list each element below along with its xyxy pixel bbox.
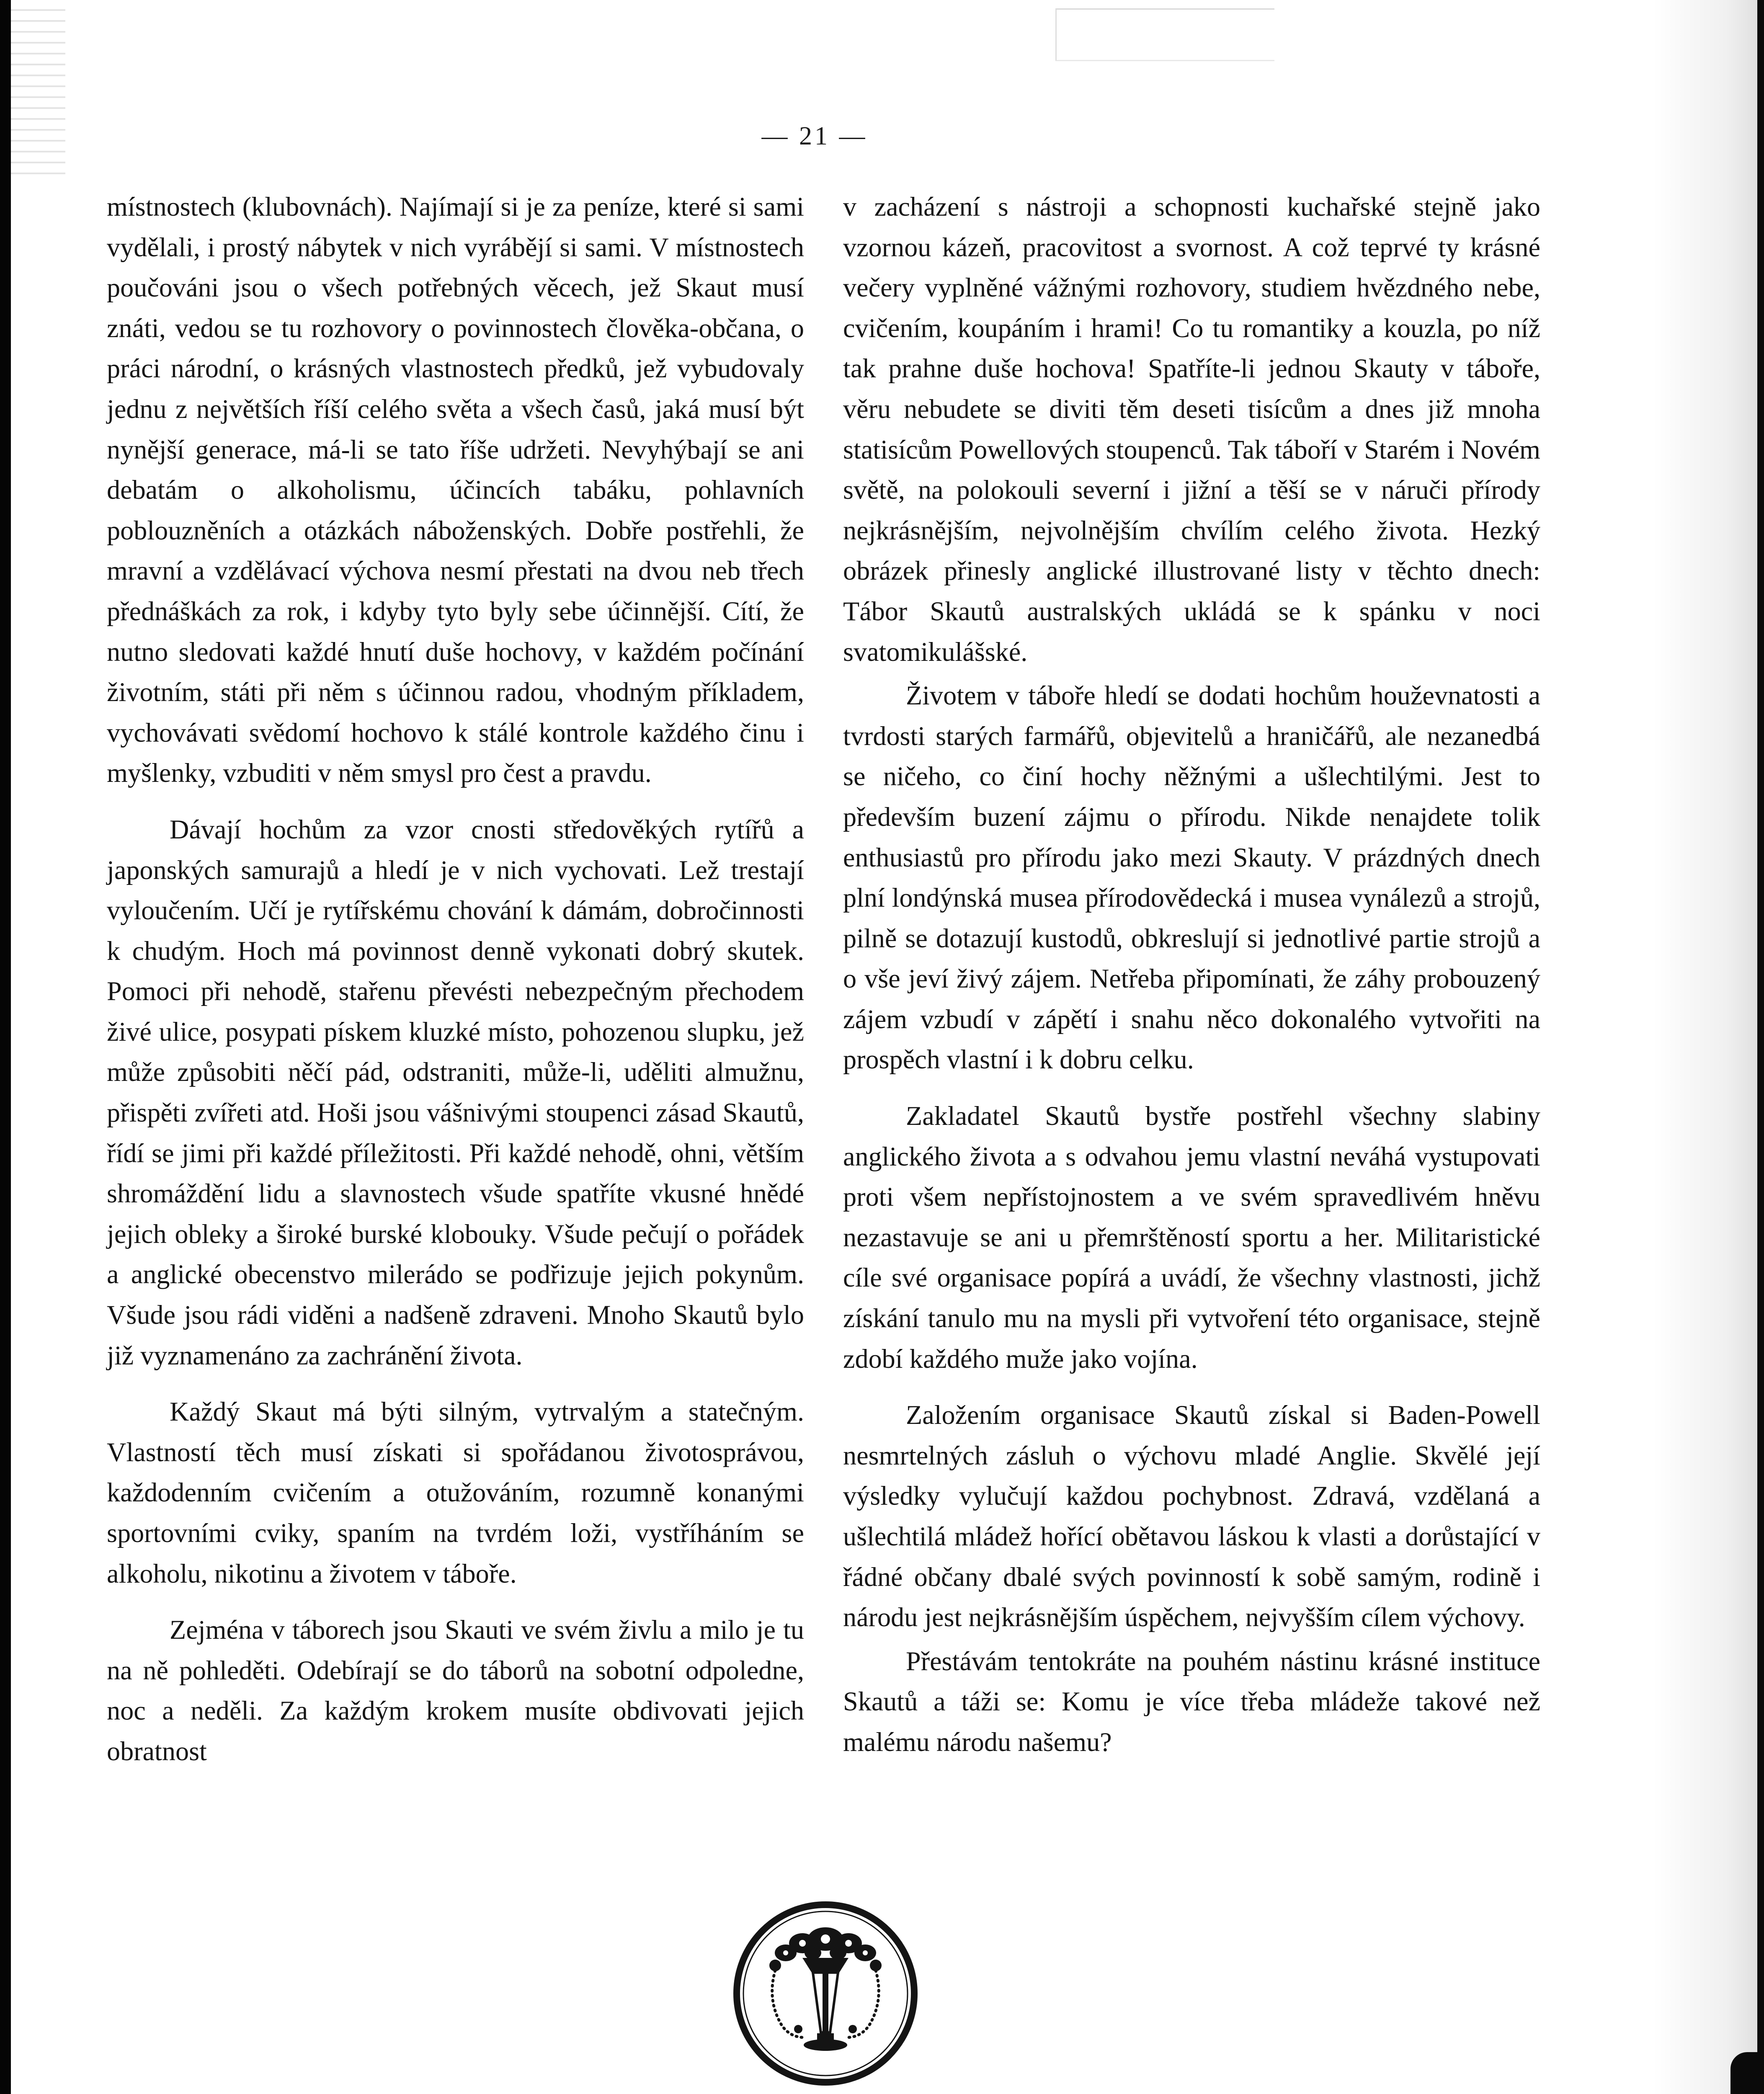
paragraph: Každý Skaut má býti silným, vytrvalým a statečným. Vlastností těch musí získati si spořádanou životosprávou, každodenním cvičením a otužováním, rozumně konanými sportovními cviky, spaním na tvrdém loži, vystříháním se alkoholu, nikotinu a životem v táboře. (107, 1397, 804, 1589)
paragraph: Zakladatel Skautů bystře postřehl všechny slabiny anglického života a s odvahou jemu vlastní neváhá vystupovati proti všem nepřístojnostem a ve svém spravedlivém hněvu nezastavuje se ani u přemrštěností sportu a her. Militaristické cíle své organisace popírá a uvádí, že všechny vlastnosti, jichž získání tanulo mu na mysli při vytvoření této organisace, stejně zdobí každého muže jako vojína. (843, 1101, 1540, 1374)
page-number: — 21 — (761, 122, 868, 150)
paragraph: Dávají hochům za vzor cnosti středověkých rytířů a japonských samurajů a hledí je v nich vychovati. Lež trestají vyloučením. Učí je rytířskému chování k dámám, dobročinnosti k chudým. Hoch má povinnost denně vykonati dobrý skutek. Pomoci při nehodě, stařenu převésti nebezpečným přechodem živé ulice, posypati pískem kluzké místo, pohozenou slupku, jež může způsobiti něčí pád, odstraniti, může-li, uděliti almužnu, přispěti zvířeti atd. Hoši jsou vášnivými stoupenci zásad Skautů, řídí se jimi při každé příležitosti. Při každé nehodě, ohni, větším shromáždění lidu a slavnostech všude spatříte vkusné hnědé jejich obleky a široké burské klobouky. Všude pečují o pořádek a anglické obecenstvo milerádo se podřizuje jejich pokynům. Všude jsou rádi viděni a nadšeně zdraveni. Mnoho Skautů bylo již vyznamenáno za zachránění života. (107, 814, 804, 1370)
scan-top-mark (1055, 8, 1274, 61)
scan-thumb-mark (1730, 2052, 1764, 2094)
scan-edge-left (0, 0, 11, 2094)
paragraph: v zacházení s nástroji a schopnosti kuchařské stejně jako vzornou kázeň, pracovitost a svornost. A což teprvé ty krásné večery vyplněné vážnými rozhovory, studiem hvězdného nebe, cvičením, koupáním i hrami! Co tu romantiky a kouzla, po níž tak prahne duše hochova! Spatříte-li jednou Skauty v táboře, věru nebudete se diviti těm deseti tisícům a dnes již mnoha statisícům Powellových stoupenců. Tak táboří v Starém i Novém světě, na polokouli severní i jižní a těší se v náruči přírody nejkrásnějším, nejvolnějším chvílím celého života. Hezký obrázek přinesly anglické illustrované listy v těchto dnech: Tábor Skautů australských ukládá se k spánku v noci svatomikulášské. (843, 192, 1540, 667)
scan-edge-right (1757, 0, 1764, 2094)
scan-shadow-right (1653, 0, 1757, 2094)
paragraph: místnostech (klubovnách). Najímají si je za peníze, které si sami vydělali, i prostý nábytek v nich vyrábějí si sami. V místnostech poučováni jsou o všech potřebných věcech, jež Skaut musí znáti, vedou se tu rozhovory o povinnostech člověka-občana, o práci národní, o krásných vlastnostech předků, jež vybudovaly jednu z největších říší celého světa a všech časů, jaká musí být nynější generace, má-li se tato říše udržeti. Nevyhýbají se ani debatám o alkoholismu, účincích tabáku, pohlavních poblouzněních a otázkách náboženských. Dobře postřehli, že mravní a vzdělávací výchova nesmí přestati na dvou neb třech přednáškách za rok, i kdyby tyto byly sebe účinnější. Cítí, že nutno sledovati každé hnutí duše hochovy, v každém počínání životním, státi při něm s účinnou radou, vhodným příkladem, vychovávati svědomí hochovo k stálé kontrole každého činu i myšlenky, vzbuditi v něm smysl pro čest a pravdu. (107, 192, 804, 788)
paragraph: Přestávám tentokráte na pouhém nástinu krásné instituce Skautů a táži se: Komu je více třeba mládeže takové než malému národu našemu? (843, 1646, 1540, 1757)
paragraph: Zejména v táborech jsou Skauti ve svém živlu a milo je tu na ně pohleděti. Odebírají se do táborů na sobotní odpoledne, noc a neděli. Za každým krokem musíte obdivovati jejich obratnost (107, 1615, 804, 1766)
paragraph: Životem v táboře hledí se dodati hochům houževnatosti a tvrdosti starých farmářů, objevitelů a hraničářů, ale nezanedbá se ničeho, co činí hochy něžnými a ušlechtilými. Jest to především buzení zájmu o přírodu. Nikde nenajdete tolik enthusiastů pro přírodu jako mezi Skauty. V prázdných dnech plní londýnská musea přírodovědecká i musea vynálezů a strojů, pilně se dotazují kustodů, obkreslují si jednotlivé partie strojů a o vše jeví živý zájem. Netřeba připomínati, že záhy probouzený zájem vzbudí v zápětí i snahu něco dokonalého vytvořiti na prospěch vlastní i k dobru celku. (843, 681, 1540, 1075)
text-column-left (107, 187, 804, 1772)
flower-vase-vignette-icon (731, 1899, 920, 2088)
paragraph: Založením organisace Skautů získal si Baden-Powell nesmrtelných zásluh o výchovu mladé Anglie. Skvělé její výsledky vylučují každou pochybnost. Zdravá, vzdělaná a ušlechtilá mládež hořící obětavou láskou k vlasti a dorůstající v řádné občany dbalé svých povinností k sobě samým, rodině i národu jest nejkrásnějším úspěchem, nejvyšším cílem výchovy. (843, 1400, 1540, 1632)
text-column-right (843, 187, 1540, 1763)
